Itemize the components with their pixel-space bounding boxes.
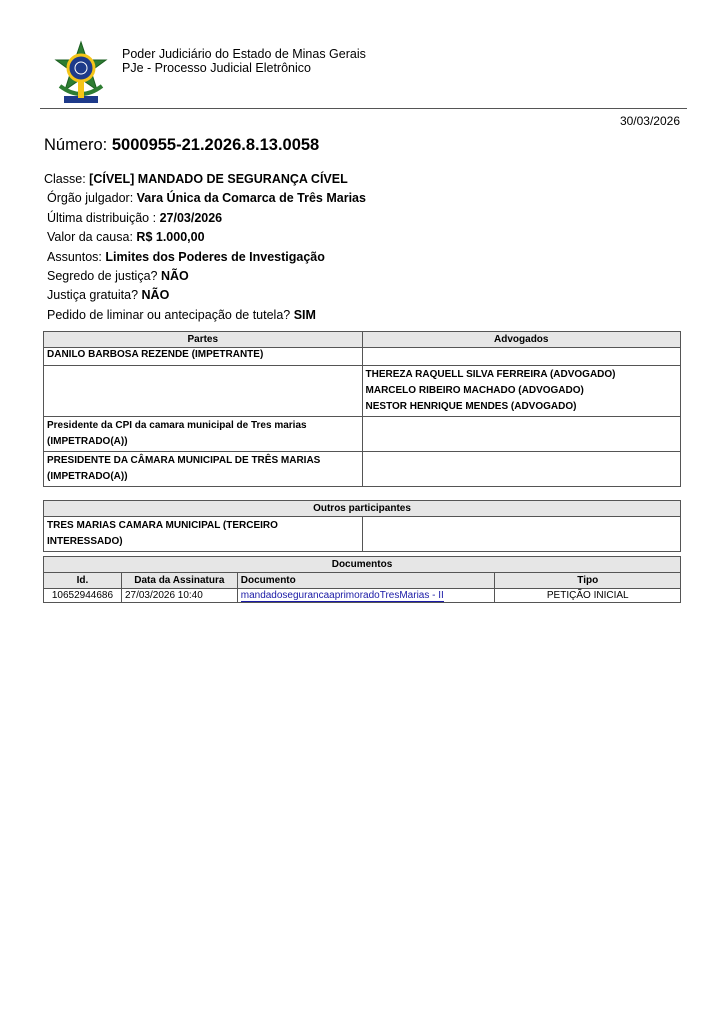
- parte-cell: [44, 366, 363, 417]
- field-classe: [44, 170, 366, 189]
- field-value: R$ 1.000,00: [136, 230, 205, 245]
- field-label: Justiça gratuita?: [47, 288, 139, 303]
- header-divider: [40, 108, 687, 109]
- field-label: Órgão julgador:: [47, 191, 134, 206]
- column-header-documento: Documento: [237, 573, 495, 589]
- documentos-table: [43, 556, 681, 603]
- participante-name: TRES MARIAS CAMARA MUNICIPAL (TERCEIRO: [47, 520, 278, 531]
- field-segredo-justica: [44, 267, 366, 286]
- parte-cell: [44, 417, 363, 452]
- table-row: [44, 452, 681, 487]
- field-value: [CÍVEL] MANDADO DE SEGURANÇA CÍVEL: [89, 172, 348, 186]
- parte-role: (IMPETRADO(A)): [47, 436, 128, 447]
- doc-data: 27/03/2026 10:40: [121, 589, 237, 603]
- field-label: Valor da causa:: [47, 230, 133, 245]
- field-value: NÃO: [160, 268, 189, 283]
- table-row: [44, 517, 681, 552]
- advogado-name: NESTOR HENRIQUE MENDES (ADVOGADO): [365, 401, 577, 412]
- court-name: [122, 47, 366, 75]
- partes-header: Partes: [44, 332, 363, 348]
- field-value: NÃO: [141, 288, 170, 303]
- participante-role: INTERESSADO): [47, 536, 123, 547]
- field-value: SIM: [293, 307, 316, 322]
- brasao-republica-icon: [50, 40, 112, 108]
- advogados-cell: [362, 348, 680, 366]
- field-justica-gratuita: [44, 286, 366, 305]
- column-header-tipo: Tipo: [495, 573, 681, 589]
- doc-link-cell: [237, 589, 495, 603]
- table-row: [44, 366, 681, 417]
- parte-cell: DANILO BARBOSA REZENDE (IMPETRANTE): [44, 348, 363, 366]
- field-valor-causa: [44, 228, 366, 247]
- doc-tipo: PETIÇÃO INICIAL: [495, 589, 681, 603]
- field-label: Segredo de justiça?: [47, 268, 158, 283]
- table-header-row: [44, 557, 681, 573]
- advogados-header: Advogados: [362, 332, 680, 348]
- field-label: Classe:: [44, 172, 86, 186]
- field-value: Limites dos Poderes de Investigação: [105, 249, 325, 264]
- field-assuntos: [44, 248, 366, 267]
- field-value: 27/03/2026: [159, 210, 223, 225]
- parte-cell: [44, 452, 363, 487]
- table-column-header-row: [44, 573, 681, 589]
- table-row: [44, 417, 681, 452]
- document-header: [50, 40, 690, 108]
- field-pedido-liminar: [44, 306, 366, 325]
- parte-name: Presidente da CPI da camara municipal de Tres marias: [47, 420, 307, 431]
- process-number-label: Número:: [44, 136, 108, 154]
- doc-id: 10652944686: [44, 589, 122, 603]
- field-value: Vara Única da Comarca de Três Marias: [136, 191, 366, 206]
- column-header-data: Data da Assinatura: [121, 573, 237, 589]
- partes-table: [43, 331, 681, 487]
- field-ultima-distribuicao: [44, 209, 366, 228]
- empty-cell: [362, 517, 680, 552]
- process-fields: [44, 170, 366, 325]
- field-label: Pedido de liminar ou antecipação de tutela?: [47, 307, 291, 322]
- table-header-row: [44, 501, 681, 517]
- process-number-value: 5000955-21.2026.8.13.0058: [111, 136, 320, 154]
- advogados-cell: [362, 366, 680, 417]
- participante-cell: [44, 517, 363, 552]
- field-orgao-julgador: [44, 189, 366, 208]
- advogado-name: MARCELO RIBEIRO MACHADO (ADVOGADO): [365, 385, 584, 396]
- document-date: 30/03/2026: [619, 114, 680, 128]
- process-number: [44, 136, 319, 155]
- table-row: [44, 348, 681, 366]
- documentos-header: Documentos: [44, 557, 681, 573]
- outros-participantes-table: [43, 500, 681, 552]
- table-row: [44, 589, 681, 603]
- advogados-cell: [362, 452, 680, 487]
- field-label: Assuntos:: [47, 249, 102, 264]
- parte-role: (IMPETRADO(A)): [47, 471, 128, 482]
- advogados-cell: [362, 417, 680, 452]
- advogado-name: THEREZA RAQUELL SILVA FERREIRA (ADVOGADO): [365, 369, 616, 380]
- column-header-id: Id.: [44, 573, 122, 589]
- document-link[interactable]: mandadosegurancaaprimoradoTresMarias - II: [240, 590, 444, 601]
- parte-name: PRESIDENTE DA CÂMARA MUNICIPAL DE TRÊS MARIAS: [47, 455, 321, 466]
- table-header-row: [44, 332, 681, 348]
- court-line-2: PJe - Processo Judicial Eletrônico: [122, 61, 311, 75]
- field-label: Última distribuição :: [47, 210, 157, 225]
- outros-participantes-header: Outros participantes: [44, 501, 681, 517]
- court-line-1: Poder Judiciário do Estado de Minas Gerais: [122, 47, 366, 61]
